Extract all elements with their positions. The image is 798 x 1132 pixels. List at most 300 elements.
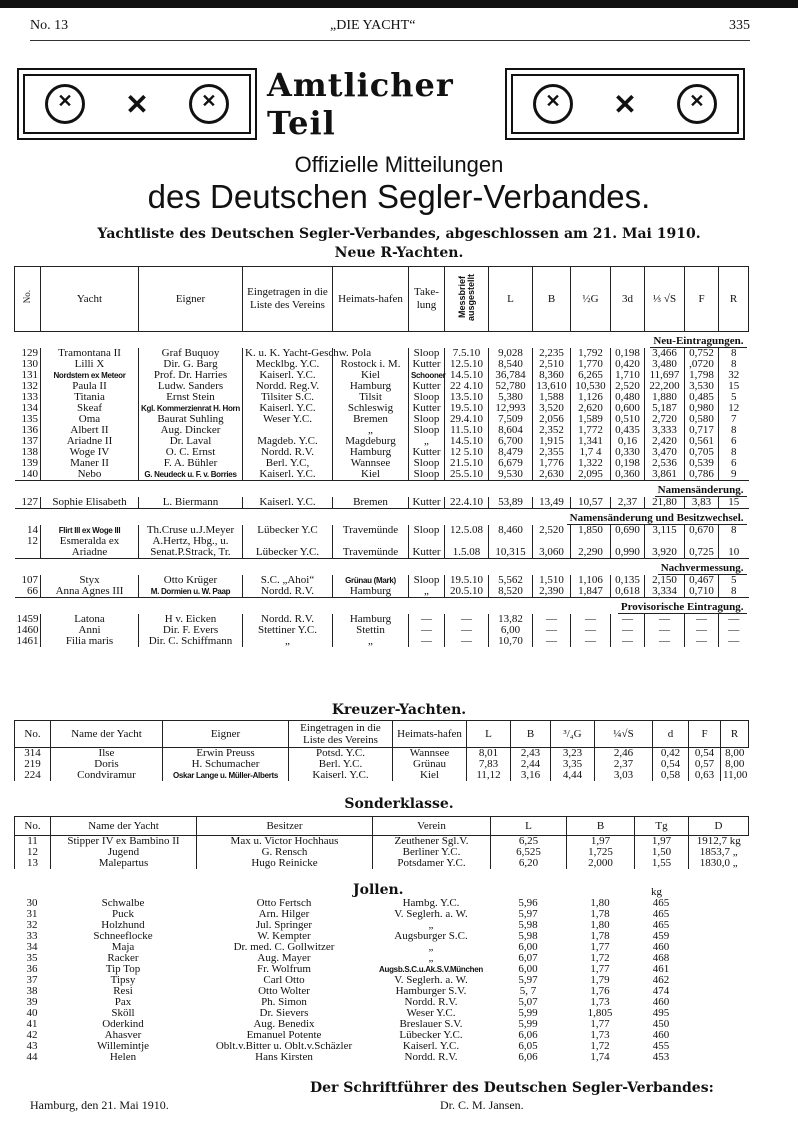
table-cell: Kaiserl. Y.C. [243, 403, 333, 414]
table-cell: Ariadne II [41, 436, 139, 447]
table-row [15, 858, 749, 869]
table-cell: 1,79 [590, 974, 610, 986]
table-cell: 0,198 [611, 458, 645, 469]
table-cell: 314 [15, 748, 51, 760]
table-cell: 2,390 [533, 586, 571, 598]
table-cell: G. Neudeck u. F. v. Borries [139, 469, 243, 481]
table-cell: Carl Otto [263, 974, 305, 986]
table-cell: 2,620 [571, 403, 611, 414]
table-cell: 1,322 [571, 458, 611, 469]
page-header [30, 18, 750, 40]
table-cell: Schleswig [333, 403, 409, 414]
table-cell: 138 [21, 446, 38, 458]
table-cell: 5,98 [518, 919, 538, 931]
table-cell: Kutter [409, 403, 445, 414]
table-cell: 0,990 [611, 547, 645, 559]
table-cell: Kgl. Kommerzienrat H. Horn [139, 403, 243, 414]
table-cell: 0,600 [611, 403, 645, 414]
table-cell: 134 [21, 402, 38, 414]
table-cell: 5,99 [518, 1018, 538, 1030]
table-cell: 5 [719, 575, 749, 586]
r-yachts-table [14, 266, 749, 647]
column-header: Tg [635, 817, 689, 836]
table-cell: 5,97 [518, 908, 538, 920]
table-cell: Woge IV [41, 447, 139, 458]
table-row [15, 586, 749, 598]
table-cell: — [409, 625, 445, 636]
table-cell: 14 [27, 524, 38, 536]
table-cell: ,0720 [685, 359, 719, 370]
table-cell: 0,670 [685, 525, 719, 536]
column-header: Eigner [163, 721, 289, 748]
table-cell: „ [333, 636, 409, 647]
table-cell: 2,056 [533, 414, 571, 425]
table-cell: Lübecker Y.C. [243, 547, 333, 559]
table-cell: 3,470 [645, 447, 685, 458]
table-cell: Ph. Simon [261, 996, 307, 1008]
column-header: ¼√S [595, 721, 653, 748]
table-cell: 1,725 [567, 847, 635, 858]
column-header: Name der Yacht [51, 721, 163, 748]
table-cell: Aug. Benedix [253, 1018, 315, 1030]
table-cell: 3,03 [595, 770, 653, 781]
table-cell: 0,539 [685, 458, 719, 469]
column-header: R [721, 721, 749, 748]
table-cell: 5,98 [518, 930, 538, 942]
table-cell: Dr. Laval [139, 436, 243, 447]
table-row [15, 525, 749, 536]
table-cell: Doris [51, 759, 163, 770]
table-cell: Dr. Sievers [259, 1007, 309, 1019]
table-cell: 2,630 [533, 469, 571, 481]
table-cell: „ [428, 919, 434, 931]
table-cell: F. A. Bühler [139, 458, 243, 469]
table-cell: H. Schumacher [163, 759, 289, 770]
table-cell: 1,80 [590, 919, 610, 931]
table-cell: 1,341 [571, 436, 611, 447]
table-cell: 460 [652, 941, 670, 953]
table-cell: 2,420 [645, 436, 685, 447]
table-cell: 11 [15, 836, 51, 848]
table-cell: 29.4.10 [445, 414, 489, 425]
table-cell: 0,480 [611, 392, 645, 403]
table-cell [688, 909, 748, 920]
sonder-title: Sonderklasse. [344, 796, 454, 812]
table-cell: 0,710 [685, 586, 719, 598]
table-cell: — [571, 636, 611, 647]
column-header: Take-lung [409, 267, 445, 332]
table-cell: 3,466 [645, 348, 685, 359]
table-cell: Kaiserl. Y.C. [402, 1040, 460, 1052]
list-title: Yachtliste des Deutschen Segler-Verbandes, abgeschlossen am 21. Mai 1910. [97, 226, 701, 242]
table-cell: 12 [15, 847, 51, 858]
table-cell: 3,520 [533, 403, 571, 414]
table-cell: Sloop [409, 469, 445, 481]
table-cell: Ernst Stein [139, 392, 243, 403]
table-cell: Malepartus [51, 858, 197, 869]
table-cell: Oskar Lange u. Müller-Alberts [163, 770, 289, 781]
table-cell: 0,16 [611, 436, 645, 447]
table-cell [688, 1041, 748, 1052]
table-cell: O. C. Ernst [139, 447, 243, 458]
table-cell: 13 [15, 858, 51, 869]
table-cell: 1,77 [590, 1018, 610, 1030]
table-cell: 1,805 [587, 1007, 613, 1019]
table-cell: L. Biermann [139, 497, 243, 509]
table-cell: 8,540 [489, 359, 533, 370]
table-cell: 10,530 [571, 381, 611, 392]
table-cell: 1,97 [567, 836, 635, 848]
table-cell: Dir. F. Evers [139, 625, 243, 636]
section-heading-row [15, 481, 749, 498]
table-cell: 461 [652, 963, 670, 975]
table-cell: 11,00 [721, 770, 749, 781]
table-cell: 11,12 [467, 770, 511, 781]
table-cell: Erwin Preuss [163, 748, 289, 760]
table-cell: „ [409, 586, 445, 598]
column-header: ½G [571, 267, 611, 332]
section-heading: Provisorische Eintragung. [618, 602, 747, 614]
column-header: B [511, 721, 551, 748]
table-cell: 0,58 [653, 770, 689, 781]
table-cell: 8,00 [721, 748, 749, 760]
table-cell: 2,352 [533, 425, 571, 436]
table-cell: Skeaf [41, 403, 139, 414]
table-cell: 22.4.10 [445, 497, 489, 509]
table-cell: 0,63 [689, 770, 721, 781]
table-cell: 0,420 [611, 359, 645, 370]
sonder-table [14, 816, 749, 869]
table-cell: 8 [719, 525, 749, 536]
table-cell: 8,360 [533, 370, 571, 381]
table-cell: — [409, 614, 445, 625]
table-cell: Nordd. R.V. [404, 1051, 458, 1063]
table-cell: Weser Y.C. [406, 1007, 456, 1019]
table-row [15, 636, 749, 647]
table-cell: — [685, 614, 719, 625]
table-cell: 1,126 [571, 392, 611, 403]
table-cell: Potsd. Y.C. [289, 748, 393, 760]
column-header: Name der Yacht [51, 817, 197, 836]
issue-number: No. 13 [30, 18, 69, 33]
table-cell: Hamburg [333, 614, 409, 625]
table-cell: 450 [652, 1018, 670, 1030]
table-cell: Holzhund [101, 919, 145, 931]
table-cell [688, 986, 748, 997]
table-cell: 137 [21, 435, 38, 447]
table-cell [688, 1030, 748, 1041]
table-cell: Ludw. Sanders [139, 381, 243, 392]
table-cell: V. Seglerh. a. W. [394, 908, 468, 920]
table-cell: Travemünde [333, 547, 409, 559]
table-cell: Ahasver [104, 1029, 142, 1041]
table-cell: Nordd. R.V. [243, 586, 333, 598]
table-cell: Sloop [409, 458, 445, 469]
table-cell: Mecklbg. Y.C. [243, 359, 333, 370]
section-heading-row [15, 598, 749, 615]
table-cell: 8,604 [489, 425, 533, 436]
rosette-icon [189, 84, 229, 124]
table-cell: 0,705 [685, 447, 719, 458]
table-cell: Nordd. R.V. [243, 447, 333, 458]
table-cell: Anna Agnes III [41, 586, 139, 598]
table-cell: 5,97 [518, 974, 538, 986]
table-cell: 20.5.10 [445, 586, 489, 598]
table-cell: 14.5.10 [445, 370, 489, 381]
table-cell: — [533, 625, 571, 636]
table-cell: Racker [107, 952, 139, 964]
table-cell: 12 5.10 [445, 447, 489, 458]
table-cell: 1,915 [533, 436, 571, 447]
table-cell: — [719, 625, 749, 636]
table-cell: 9,028 [489, 348, 533, 359]
subtitle-official: Offizielle Mitteilungen [294, 152, 504, 177]
table-cell: 53,89 [489, 497, 533, 509]
table-cell: Kaiserl. Y.C. [243, 469, 333, 481]
kreuzer-table [14, 720, 749, 781]
table-cell: 455 [652, 1040, 670, 1052]
table-cell: 2,520 [611, 381, 645, 392]
table-cell: 5,562 [489, 575, 533, 586]
column-header: ⅓ √S [645, 267, 685, 332]
table-row [15, 625, 749, 636]
journal-name: „DIE YACHT“ [330, 18, 416, 33]
table-row [15, 748, 749, 760]
table-cell: 1,55 [635, 858, 689, 869]
table-cell: 2,43 [511, 748, 551, 760]
table-cell: Latona [41, 614, 139, 625]
table-cell: Sophie Elisabeth [41, 497, 139, 509]
table-cell: Hamburg [333, 381, 409, 392]
table-cell: M. Dormien u. W. Paap [139, 586, 243, 598]
table-cell: 6,25 [491, 836, 567, 848]
table-cell: 0,198 [611, 348, 645, 359]
table-cell: — [533, 614, 571, 625]
table-cell: 6,700 [489, 436, 533, 447]
table-cell: 32 [26, 919, 38, 931]
table-cell: 5,96 [518, 897, 538, 909]
table-cell: 465 [652, 908, 670, 920]
table-cell: 2,37 [595, 759, 653, 770]
table-cell: 6,06 [518, 1051, 538, 1063]
column-header: No. [15, 721, 51, 748]
table-cell: Dir. G. Barg [139, 359, 243, 370]
table-cell: 0,510 [611, 414, 645, 425]
table-cell: 495 [652, 1007, 670, 1019]
table-cell: 52,780 [489, 381, 533, 392]
table-cell: 3,480 [645, 359, 685, 370]
table-cell: „ [409, 436, 445, 447]
table-cell: 1,72 [590, 952, 610, 964]
column-header: Heimats-hafen [393, 721, 467, 748]
knot-icon: ✕ [613, 87, 637, 121]
table-cell: 0,330 [611, 447, 645, 458]
table-cell: 3,83 [685, 497, 719, 509]
table-cell: 224 [15, 770, 51, 781]
table-cell: — [533, 636, 571, 647]
signature-date: Hamburg, den 21. Mai 1910. [30, 1098, 169, 1112]
top-rule [0, 0, 798, 8]
left-ornament [17, 68, 257, 140]
table-cell: 5,07 [518, 996, 538, 1008]
table-cell: 462 [652, 974, 670, 986]
table-cell: Puck [112, 908, 134, 920]
table-cell: 8,479 [489, 447, 533, 458]
table-cell: Arn. Hilger [258, 908, 310, 920]
table-cell: 1,850 [571, 525, 611, 536]
table-cell: Kaiserl. Y.C. [243, 497, 333, 509]
table-cell: Kiel [333, 469, 409, 481]
table-cell: 8,00 [721, 759, 749, 770]
table-cell: 0,690 [611, 525, 645, 536]
table-cell: Tilsiter S.C. [243, 392, 333, 403]
table-cell: 12.5.10 [445, 359, 489, 370]
table-cell: 8 [719, 359, 749, 370]
table-cell: 12 [27, 535, 38, 547]
table-cell: V. Seglerh. a. W. [394, 974, 468, 986]
table-cell: Wannsee [333, 458, 409, 469]
table-cell: 1,798 [685, 370, 719, 381]
table-cell: 9 [719, 469, 749, 481]
table-cell: 5,187 [645, 403, 685, 414]
column-header: L [491, 817, 567, 836]
table-cell: 36 [26, 963, 38, 975]
header-rule [30, 40, 750, 41]
table-cell: 1461 [16, 635, 39, 647]
table-cell: 0,42 [653, 748, 689, 760]
table-cell: 14.5.10 [445, 436, 489, 447]
table-cell: Pax [114, 996, 132, 1008]
table-cell: Maner II [41, 458, 139, 469]
table-cell: 15 [719, 497, 749, 509]
table-cell: 219 [15, 759, 51, 770]
column-header: B [533, 267, 571, 332]
table-cell: Jugend [51, 847, 197, 858]
table-cell: Th.Cruse u.J.Meyer [139, 525, 243, 536]
table-cell: Zeuthener Sgl.V. [373, 836, 491, 848]
table-cell: Wannsee [393, 748, 467, 760]
table-cell: 6 [719, 458, 749, 469]
table-cell: 1853,7 „ [689, 847, 749, 858]
table-cell: 22,200 [645, 381, 685, 392]
table-cell: 13,82 [489, 614, 533, 625]
table-cell: Max u. Victor Hochhaus [197, 836, 373, 848]
table-cell: 0,54 [689, 748, 721, 760]
table-cell: 10,70 [489, 636, 533, 647]
table-cell: 3,115 [645, 525, 685, 536]
table-cell: 12 [719, 403, 749, 414]
table-cell: 6,06 [518, 1029, 538, 1041]
table-cell: Fr. Wolfrum [257, 963, 311, 975]
table-cell: Breslauer S.V. [399, 1018, 463, 1030]
table-cell: Oderkind [102, 1018, 144, 1030]
page-number: 335 [729, 18, 750, 33]
column-header: F [689, 721, 721, 748]
jollen-title: Jollen. [353, 882, 404, 898]
table-cell: 1,770 [571, 359, 611, 370]
table-cell: „ [243, 636, 333, 647]
table-cell: 7 [719, 414, 749, 425]
table-cell: Senat.P.Strack, Tr. [139, 547, 243, 559]
table-cell: — [719, 636, 749, 647]
table-cell: 3,530 [685, 381, 719, 392]
table-cell: Lübecker Y.C. [399, 1029, 463, 1041]
jollen-table [14, 898, 748, 1063]
section-heading: Namensänderung und Besitzwechsel. [567, 513, 747, 525]
table-cell: Otto Fertsch [256, 897, 312, 909]
table-cell: Paula II [41, 381, 139, 392]
table-cell: 1460 [16, 624, 39, 636]
table-cell: Bremen [333, 497, 409, 509]
table-cell: 7.5.10 [445, 348, 489, 359]
table-cell: Flirt III ex Woge III [41, 525, 139, 536]
jollen-unit: kg [651, 886, 662, 898]
table-cell: Stipper IV ex Bambino II [51, 836, 197, 848]
table-cell: Berl. Y.C, [243, 458, 333, 469]
table-cell: Filia maris [41, 636, 139, 647]
table-cell: 465 [652, 919, 670, 931]
table-cell: Hamburg [333, 586, 409, 598]
table-cell: 1,74 [590, 1051, 610, 1063]
table-cell: 34 [26, 941, 38, 953]
table-cell: Augsburger S.C. [394, 930, 468, 942]
column-header: Eingetragen in die Liste des Vereins [243, 267, 333, 332]
table-cell: 459 [652, 930, 670, 942]
table-cell: 8,460 [489, 525, 533, 536]
table-cell: 2,290 [571, 547, 611, 559]
table-cell: Schneeflocke [93, 930, 153, 942]
table-cell: Titania [41, 392, 139, 403]
table-cell: 1,97 [635, 836, 689, 848]
table-cell: Aug. Mayer [257, 952, 311, 964]
table-row [15, 497, 749, 509]
kreuzer-title: Kreuzer-Yachten. [331, 702, 467, 718]
banner [17, 68, 745, 140]
table-cell: K. u. K. Yacht-Geschw. Pola [243, 348, 333, 359]
table-cell: 3,333 [645, 425, 685, 436]
column-header: F [685, 267, 719, 332]
table-cell: Weser Y.C. [243, 414, 333, 425]
table-cell: 127 [21, 496, 38, 508]
table-cell: 8 [719, 586, 749, 598]
section-heading: Namensänderung. [655, 485, 747, 497]
table-cell: — [685, 625, 719, 636]
table-cell: Tramontana II [41, 348, 139, 359]
table-cell: 1,78 [590, 908, 610, 920]
table-cell: 132 [21, 380, 38, 392]
table-cell: 1,78 [590, 930, 610, 942]
table-cell [688, 931, 748, 942]
table-cell: 2,000 [567, 858, 635, 869]
table-cell: 6,525 [491, 847, 567, 858]
table-cell: 31 [26, 908, 38, 920]
table-cell: „ [428, 941, 434, 953]
table-cell: 0,57 [689, 759, 721, 770]
table-cell: W. Kempter [257, 930, 311, 942]
table-cell: Graf Buquoy [139, 348, 243, 359]
table-cell: 460 [652, 996, 670, 1008]
table-cell: — [645, 614, 685, 625]
table-cell: 1,710 [611, 370, 645, 381]
table-cell: — [611, 614, 645, 625]
table-cell: 0,786 [685, 469, 719, 481]
table-cell: 465 [652, 897, 670, 909]
table-cell: 1,510 [533, 575, 571, 586]
table-cell: 42 [26, 1029, 38, 1041]
table-cell: Otto Krüger [139, 575, 243, 586]
table-cell: Nordstern ex Meteor [41, 370, 139, 381]
table-cell: 9,530 [489, 469, 533, 481]
